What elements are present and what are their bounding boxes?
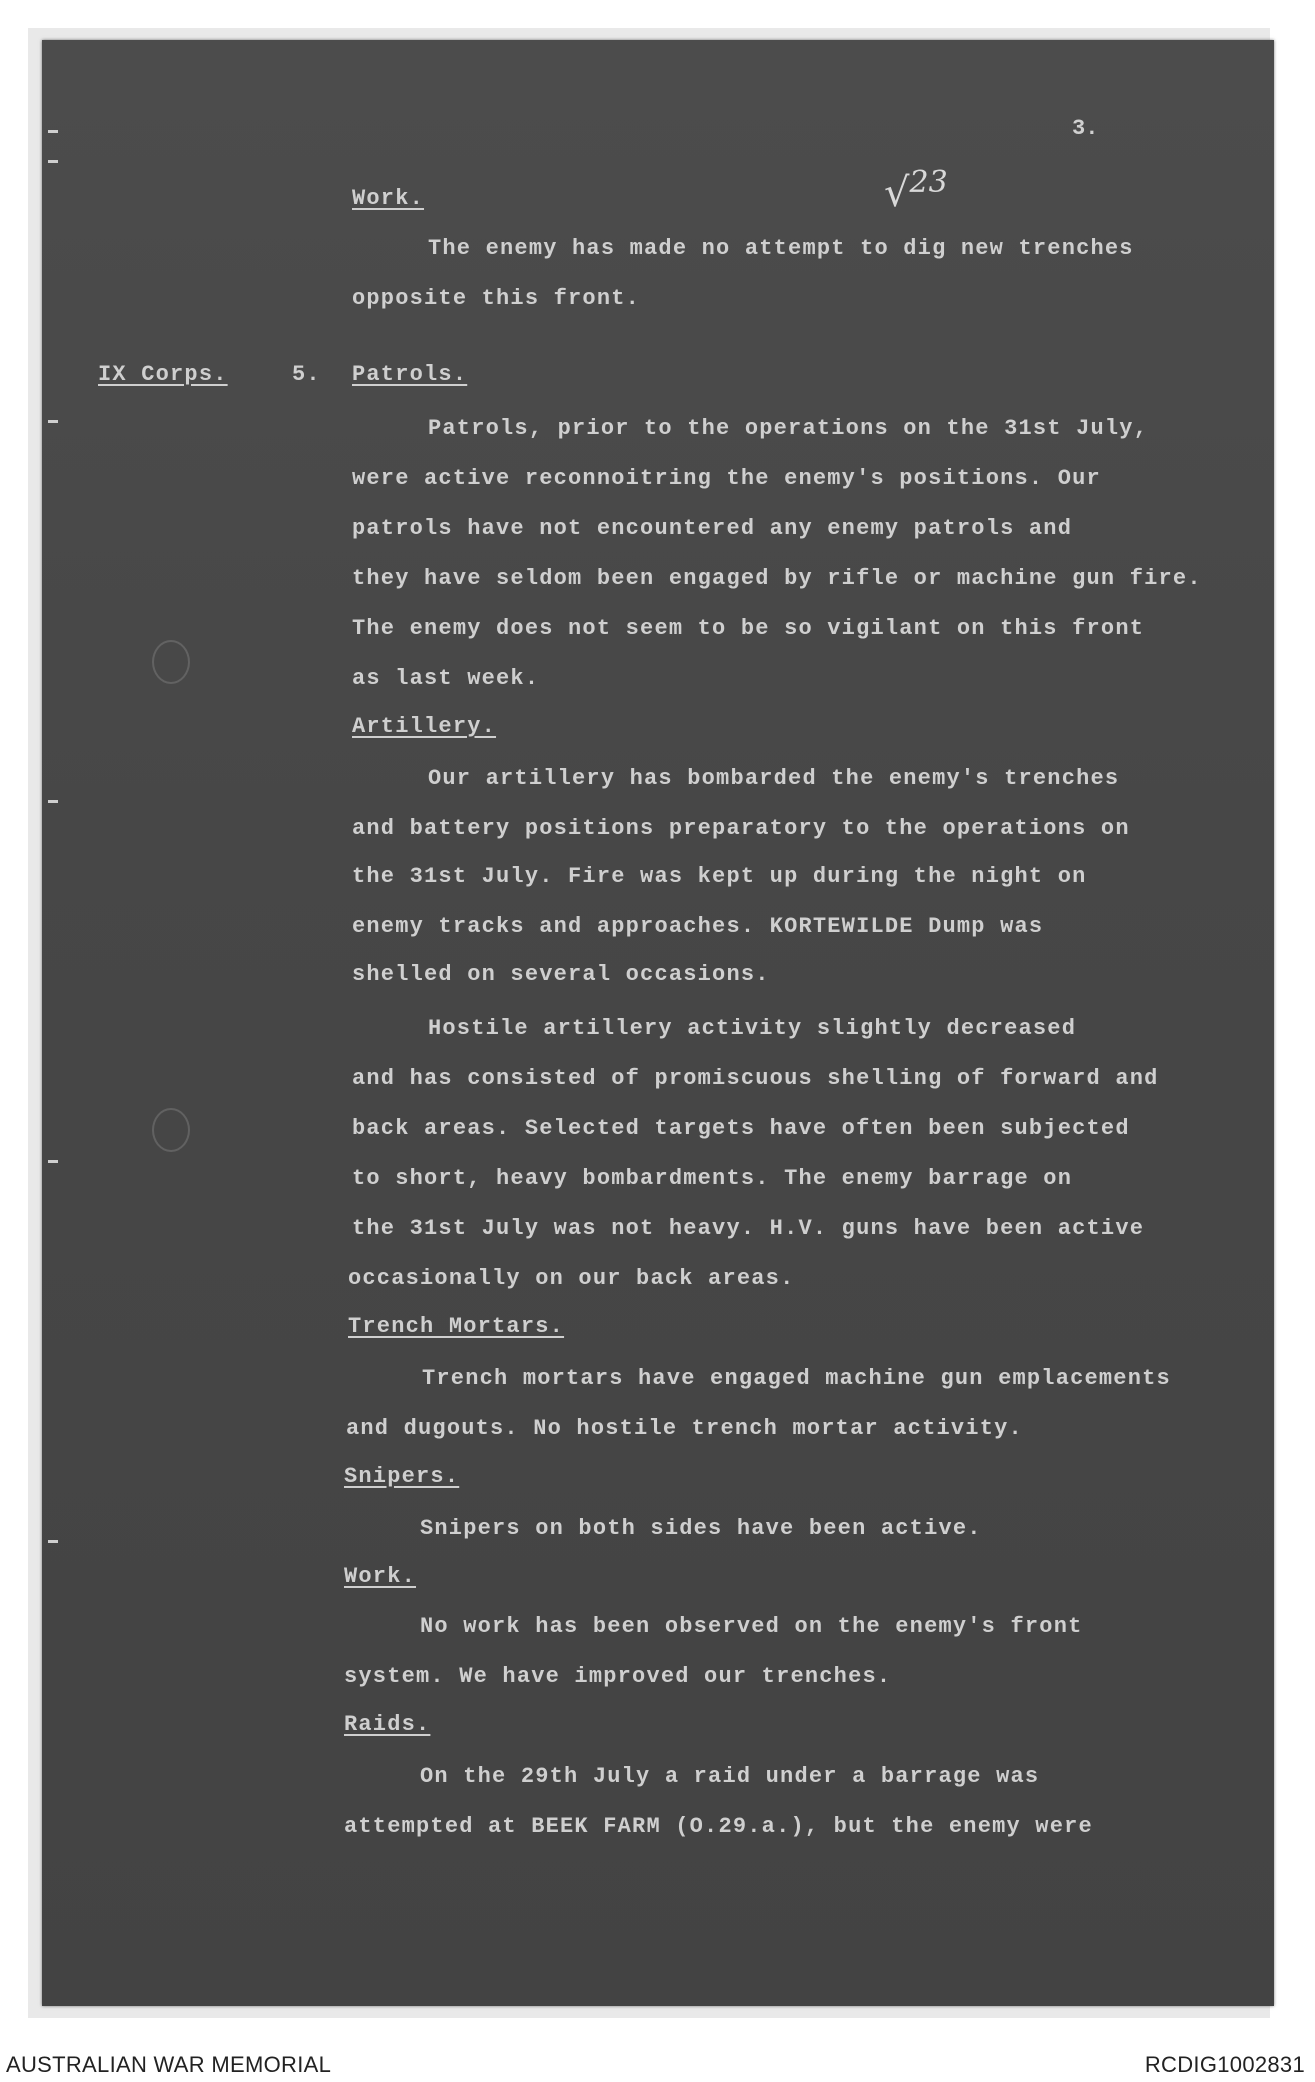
text-line: On the 29th July a raid under a barrage was (420, 1764, 1040, 1789)
heading-raids: Raids. (344, 1712, 431, 1737)
text-line: to short, heavy bombardments. The enemy barrage on (352, 1166, 1073, 1191)
sheet-edge-tick (48, 130, 58, 133)
heading-work: Work. (344, 1564, 417, 1589)
text-line: Our artillery has bombarded the enemy's trenches (428, 766, 1120, 791)
text-line: attempted at BEEK FARM (O.29.a.), but the enemy were (344, 1814, 1093, 1839)
handwritten-mark-check: √ (884, 170, 910, 216)
sheet-edge-tick (48, 800, 58, 803)
text-line: Hostile artillery activity slightly decreased (428, 1016, 1077, 1041)
text-line: system. We have improved our trenches. (344, 1664, 892, 1689)
punch-hole-shadow (152, 1108, 190, 1152)
text-line: the 31st July. Fire was kept up during the night on (352, 864, 1087, 889)
heading-patrols: Patrols. (352, 362, 468, 387)
sheet-edge-tick (48, 420, 58, 423)
heading-artillery: Artillery. (352, 714, 497, 739)
sheet-edge-tick (48, 1160, 58, 1163)
archive-credit: AUSTRALIAN WAR MEMORIAL (6, 2052, 332, 2077)
text-line: Snipers on both sides have been active. (420, 1516, 982, 1541)
text-line: Trench mortars have engaged machine gun emplacements (422, 1366, 1171, 1391)
text-line: were active reconnoitring the enemy's positions. Our (352, 466, 1101, 491)
handwritten-mark-number: 23 (909, 165, 948, 200)
heading-trench-mortars: Trench Mortars. (348, 1314, 565, 1339)
text-line: patrols have not encountered any enemy patrols and (352, 516, 1073, 541)
text-line: The enemy does not seem to be so vigilant on this front (352, 616, 1145, 641)
text-line: The enemy has made no attempt to dig new trenches (428, 236, 1134, 261)
text-line: enemy tracks and approaches. KORTEWILDE Dump was (352, 914, 1044, 939)
text-line: and battery positions preparatory to the operations on (352, 816, 1130, 841)
page-number: 3. (1072, 116, 1099, 141)
corps-label: IX Corps. (98, 362, 228, 387)
text-line: and dugouts. No hostile trench mortar activity. (346, 1416, 1023, 1441)
sheet-edge-tick (48, 160, 58, 163)
handwritten-check-mark (884, 165, 948, 216)
heading-work: Work. (352, 186, 425, 211)
text-line: shelled on several occasions. (352, 962, 770, 987)
text-line: Patrols, prior to the operations on the 31st July, (428, 416, 1149, 441)
text-line: No work has been observed on the enemy's front (420, 1614, 1083, 1639)
punch-hole-shadow (152, 640, 190, 684)
archive-record-id: RCDIG1002831 (1144, 2052, 1305, 2077)
heading-snipers: Snipers. (344, 1464, 460, 1489)
text-line: occasionally on our back areas. (348, 1266, 795, 1291)
text-line: the 31st July was not heavy. H.V. guns have been active (352, 1216, 1145, 1241)
sheet-edge-tick (48, 1540, 58, 1543)
text-line: as last week. (352, 666, 540, 691)
text-line: they have seldom been engaged by rifle or machine gun fire. (352, 566, 1202, 591)
text-line: opposite this front. (352, 286, 641, 311)
text-line: back areas. Selected targets have often been subjected (352, 1116, 1130, 1141)
text-line: and has consisted of promiscuous shelling of forward and (352, 1066, 1159, 1091)
section-number: 5. (292, 362, 321, 387)
